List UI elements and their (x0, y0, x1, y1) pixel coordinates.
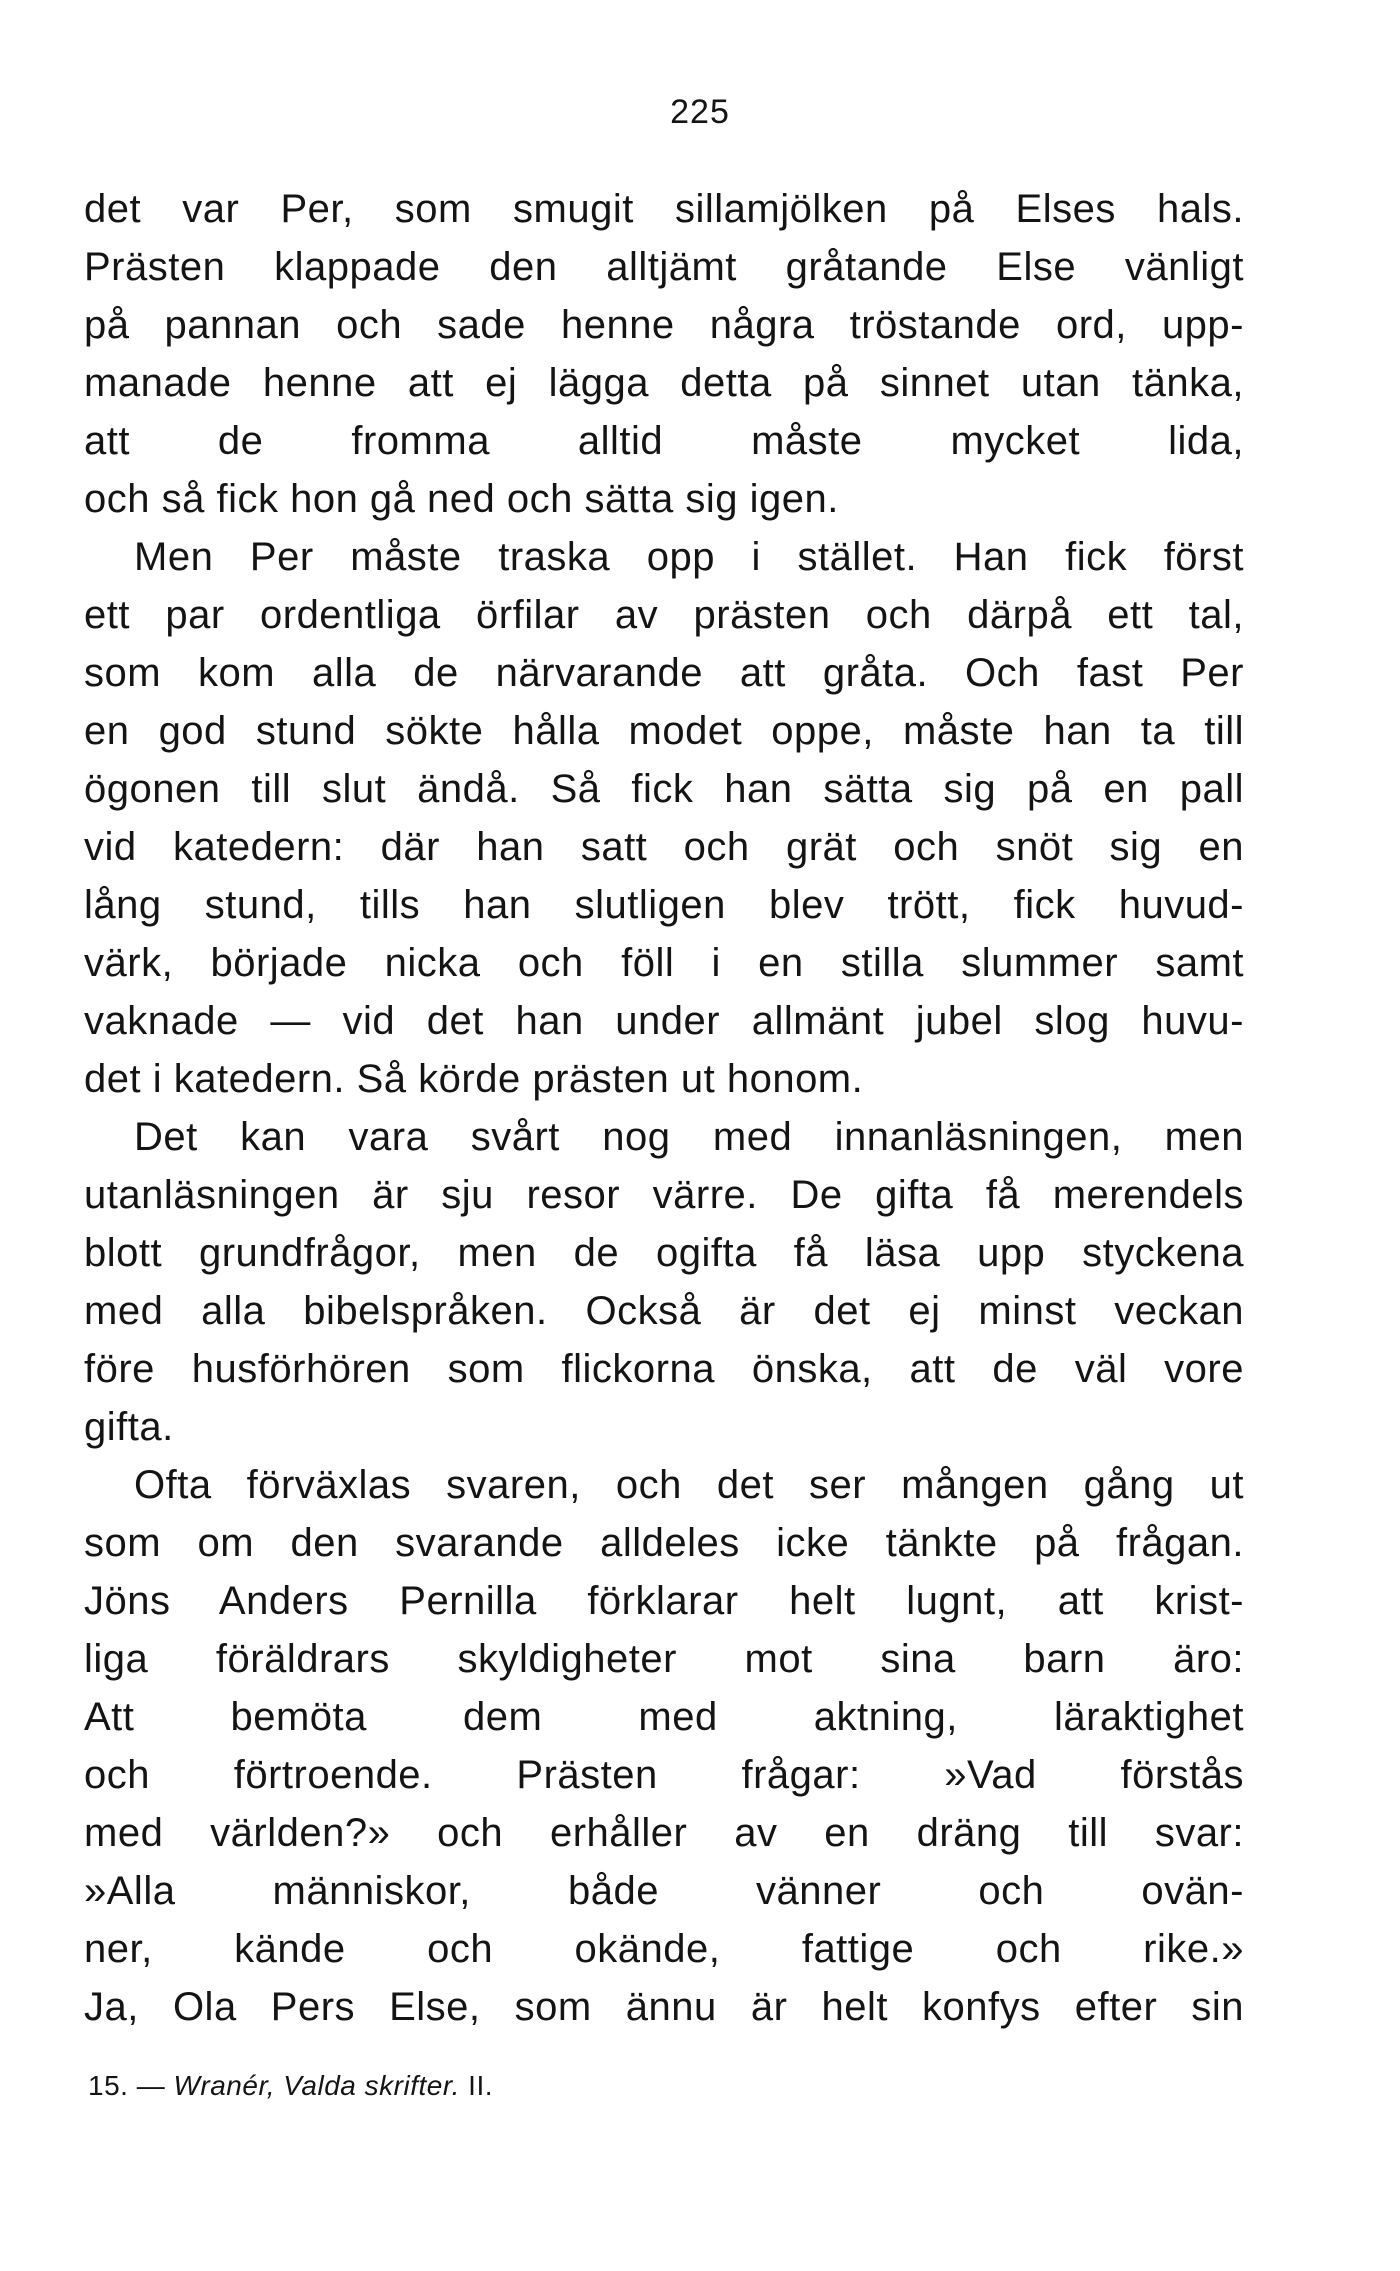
text-line: liga föräldrars skyldigheter mot sina barn äro: (84, 1637, 1244, 1681)
text-line: Ja, Ola Pers Else, som ännu är helt konfys efter sin (84, 1985, 1244, 2029)
text-line: lång stund, tills han slutligen blev trött, fick huvud- (84, 883, 1244, 927)
text-line: ögonen till slut ändå. Så fick han sätta sig på en pall (84, 767, 1244, 811)
footer-author: Wranér, Valda skrifter. (173, 2070, 460, 2101)
text-line: »Alla människor, både vänner och ovän- (84, 1869, 1244, 1913)
body-text (84, 180, 1244, 2036)
text-line: vid katedern: där han satt och grät och snöt sig en (84, 825, 1244, 869)
text-line: att de fromma alltid måste mycket lida, (84, 419, 1244, 463)
text-line: med världen?» och erhåller av en dräng till svar: (84, 1811, 1244, 1855)
text-line: som kom alla de närvarande att gråta. Och fast Per (84, 651, 1244, 695)
text-line: vaknade — vid det han under allmänt jubel slog huvu- (84, 999, 1244, 1043)
text-line: Att bemöta dem med aktning, läraktighet (84, 1695, 1244, 1739)
text-line: en god stund sökte hålla modet oppe, måste han ta till (84, 709, 1244, 753)
text-line: det i katedern. Så körde prästen ut honom. (84, 1057, 864, 1101)
text-line: Jöns Anders Pernilla förklarar helt lugnt, att krist- (84, 1579, 1244, 1623)
text-line: med alla bibelspråken. Också är det ej minst veckan (84, 1289, 1244, 1333)
page-footer (88, 2068, 493, 2104)
text-line: före husförhören som flickorna önska, att de väl vore (84, 1347, 1244, 1391)
text-line: gifta. (84, 1405, 174, 1449)
text-line: värk, började nicka och föll i en stilla slummer samt (84, 941, 1244, 985)
text-line: som om den svarande alldeles icke tänkte på frågan. (84, 1521, 1244, 1565)
footer-signature: 15. — (88, 2070, 166, 2101)
text-line: ner, kände och okände, fattige och rike.» (84, 1927, 1244, 1971)
text-line: Det kan vara svårt nog med innanläsningen, men (134, 1115, 1244, 1159)
text-line: manade henne att ej lägga detta på sinnet utan tänka, (84, 361, 1244, 405)
text-line: Ofta förväxlas svaren, och det ser mången gång ut (134, 1463, 1244, 1507)
text-line: ett par ordentliga örfilar av prästen och därpå ett tal, (84, 593, 1244, 637)
page-number: 225 (670, 93, 730, 131)
text-line: Men Per måste traska opp i stället. Han fick först (134, 535, 1244, 579)
text-line: det var Per, som smugit sillamjölken på Elses hals. (84, 187, 1244, 231)
text-line: och förtroende. Prästen frågar: »Vad förstås (84, 1753, 1244, 1797)
text-line: utanläsningen är sju resor värre. De gifta få merendels (84, 1173, 1244, 1217)
text-line: på pannan och sade henne några tröstande ord, upp- (84, 303, 1244, 347)
text-line: blott grundfrågor, men de ogifta få läsa upp styckena (84, 1231, 1244, 1275)
text-line: och så fick hon gå ned och sätta sig igen. (84, 477, 839, 521)
footer-volume: II. (468, 2070, 494, 2101)
text-line: Prästen klappade den alltjämt gråtande Else vänligt (84, 245, 1244, 289)
